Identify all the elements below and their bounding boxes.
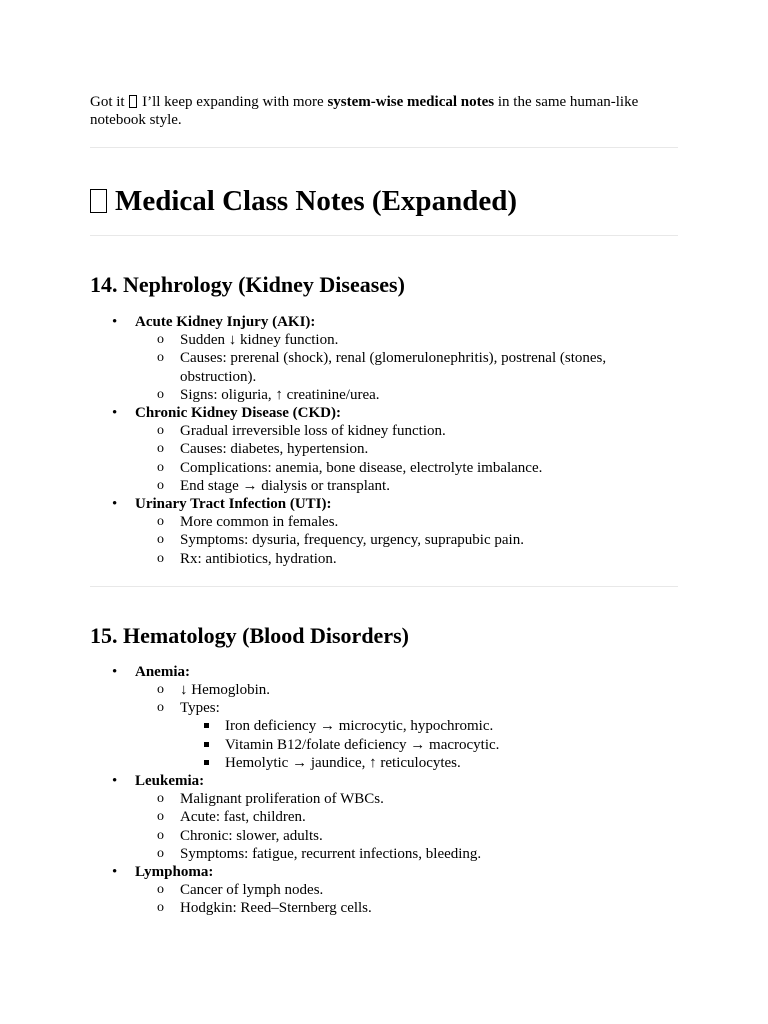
nested-item: Iron deficiency → microcytic, hypochromic. bbox=[180, 717, 678, 735]
item-label: Leukemia: bbox=[135, 773, 205, 790]
intro-paragraph bbox=[90, 93, 678, 129]
sub-item: o Causes: diabetes, hypertension. bbox=[135, 440, 678, 458]
section-list bbox=[90, 313, 678, 568]
section-heading: 15. Hematology (Blood Disorders) bbox=[90, 622, 409, 648]
sub-list bbox=[135, 331, 678, 404]
page-title-text: Medical Class Notes (Expanded) bbox=[115, 185, 517, 217]
nested-list bbox=[180, 717, 678, 772]
intro-mid: I’ll keep expanding with more bbox=[142, 94, 324, 110]
item-label: Anemia: bbox=[135, 663, 190, 680]
intro-bold: system-wise medical notes bbox=[327, 94, 495, 110]
divider bbox=[90, 586, 678, 587]
sub-item: o Chronic: slower, adults. bbox=[135, 827, 678, 845]
list-item bbox=[90, 404, 678, 495]
list-item bbox=[90, 772, 678, 863]
sub-item: o Symptoms: dysuria, frequency, urgency, suprapubic pain. bbox=[135, 531, 678, 549]
sub-item: o More common in females. bbox=[135, 513, 678, 531]
sub-list bbox=[135, 422, 678, 495]
list-item bbox=[90, 313, 678, 404]
item-label: Acute Kidney Injury (AKI): bbox=[135, 314, 316, 330]
list-item bbox=[90, 863, 678, 918]
sub-item: o Gradual irreversible loss of kidney function. bbox=[135, 422, 678, 440]
nested-item: Vitamin B12/folate deficiency → macrocytic. bbox=[180, 736, 678, 754]
sub-item: o Malignant proliferation of WBCs. bbox=[135, 790, 678, 808]
sub-item: o ↓ Hemoglobin. bbox=[135, 681, 678, 699]
sub-item: o Hodgkin: Reed–Sternberg cells. bbox=[135, 899, 678, 917]
divider bbox=[90, 235, 678, 236]
sub-list bbox=[135, 790, 678, 863]
sub-item: o Cancer of lymph nodes. bbox=[135, 881, 678, 899]
sub-item bbox=[135, 699, 678, 772]
item-label: Lymphoma: bbox=[135, 864, 214, 881]
divider bbox=[90, 147, 678, 148]
intro-prefix: Got it bbox=[90, 94, 125, 110]
item-label: Urinary Tract Infection (UTI): bbox=[135, 496, 332, 513]
sub-item-text: Types: bbox=[180, 700, 220, 717]
sub-list bbox=[135, 881, 678, 917]
notes-document bbox=[90, 93, 678, 918]
sub-item: o End stage → dialysis or transplant. bbox=[135, 477, 678, 495]
nested-item: Hemolytic → jaundice, ↑ reticulocytes. bbox=[180, 754, 678, 772]
sub-item: o Rx: antibiotics, hydration. bbox=[135, 550, 678, 568]
item-label: Chronic Kidney Disease (CKD): bbox=[135, 405, 341, 422]
sub-item: o Acute: fast, children. bbox=[135, 808, 678, 826]
section-heading: 14. Nephrology (Kidney Diseases) bbox=[90, 272, 405, 297]
sub-item: o Symptoms: fatigue, recurrent infections, bleeding. bbox=[135, 845, 678, 863]
sub-item: o Complications: anemia, bone disease, electrolyte imbalance. bbox=[135, 459, 678, 477]
page-title bbox=[90, 184, 678, 218]
sub-item: o Sudden ↓ kidney function. bbox=[135, 331, 678, 349]
intro-suffix: in the same human-like notebook style. bbox=[90, 94, 639, 128]
section-list bbox=[90, 663, 678, 918]
sub-item: o Causes: prerenal (shock), renal (glomerulonephritis), postrenal (stones, obstruction). bbox=[135, 349, 678, 385]
missing-glyph-icon bbox=[129, 95, 137, 108]
list-item bbox=[90, 495, 678, 568]
list-item bbox=[90, 663, 678, 772]
sub-item: o Signs: oliguria, ↑ creatinine/urea. bbox=[135, 386, 678, 404]
sub-list bbox=[135, 681, 678, 772]
sub-list bbox=[135, 513, 678, 568]
missing-glyph-icon bbox=[90, 189, 107, 213]
